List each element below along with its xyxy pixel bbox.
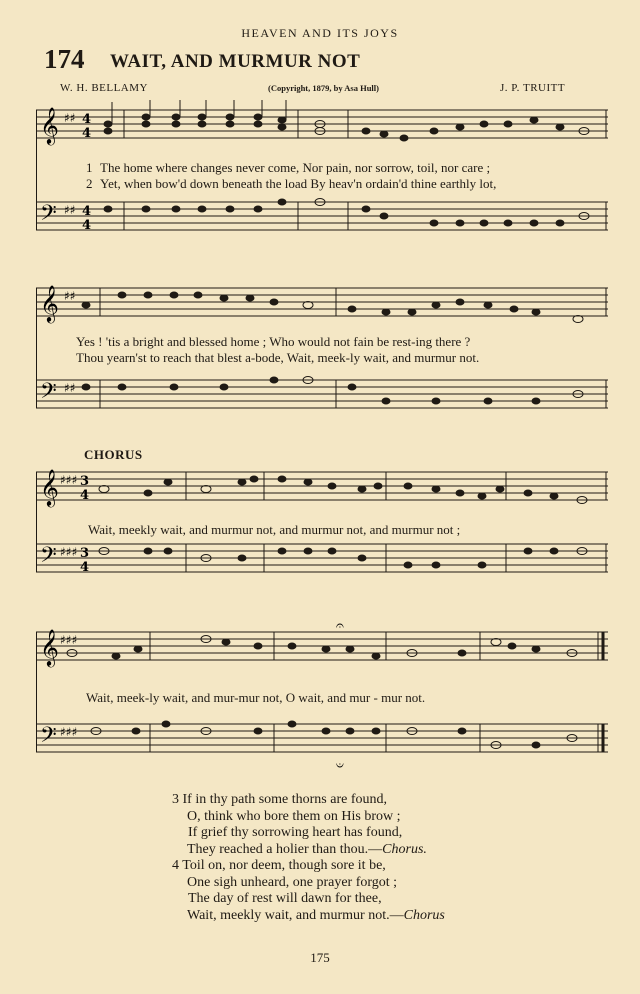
svg-text:♯♯: ♯♯ <box>64 111 76 125</box>
bass-clef-icon: 𝄢 <box>40 201 57 231</box>
svg-text:4: 4 <box>82 204 92 219</box>
verse-number: 3 <box>172 792 179 807</box>
hymn-title: WAIT, AND MURMUR NOT <box>110 51 361 72</box>
page-number: 175 <box>310 950 330 965</box>
svg-text:4: 4 <box>80 488 90 503</box>
svg-text:𝄑: 𝄑 <box>336 758 344 772</box>
system1-lyric-verse1: 1 The home where changes never come, Nor pain, nor sorrow, toil, nor care ; <box>86 160 491 175</box>
refrain-cue: Chorus. <box>382 841 427 857</box>
hymn-number: 174 <box>44 44 85 74</box>
author-credit: W. H. BELLAMY <box>60 82 148 94</box>
chorus-label: CHORUS <box>84 447 143 462</box>
svg-text:4: 4 <box>82 126 92 141</box>
system2-lyric-verse2: Thou yearn'st to reach that blest a-bode, Wait, meek-ly wait, and murmur not. <box>76 350 480 365</box>
svg-text:♯♯♯: ♯♯♯ <box>60 633 78 647</box>
svg-text:4: 4 <box>82 112 92 127</box>
svg-text:4: 4 <box>80 560 90 575</box>
system1-lyric-verse2: 2 Yet, when bow'd down beneath the load By heav'n ordain'd thine earthly lot, <box>86 176 497 191</box>
svg-text:3: 3 <box>80 474 90 489</box>
verse-3: 3 If in thy path some thorns are found, O, think who bore them on His brow ; If grief thy sorrowing heart has found, They reached a holier than thou.—Chorus. <box>172 792 427 857</box>
verse-4: 4 Toil on, nor deem, though sore it be, One sigh unheard, one prayer forgot ; The day of rest will dawn for thee, Wait, meekly wait, and murmur not.—Chorus <box>172 858 445 923</box>
svg-text:3: 3 <box>80 546 90 561</box>
svg-text:𝄐: 𝄐 <box>336 622 344 634</box>
svg-text:♯♯♯: ♯♯♯ <box>60 725 78 739</box>
svg-text:𝄞: 𝄞 <box>40 628 59 666</box>
svg-text:♯♯: ♯♯ <box>64 381 76 395</box>
svg-text:𝄢: 𝄢 <box>40 543 57 573</box>
composer-credit: J. P. TRUITT <box>500 82 566 94</box>
system2-lyric-verse1: Yes ! 'tis a bright and blessed home ; Who would not fain be rest-ing there ? <box>76 334 471 349</box>
chorus-lyric-line1: Wait, meekly wait, and murmur not, and murmur not, and murmur not ; <box>88 522 461 537</box>
svg-text:𝄞: 𝄞 <box>40 284 59 322</box>
svg-text:𝄢: 𝄢 <box>40 723 57 753</box>
svg-text:𝄞: 𝄞 <box>40 468 59 506</box>
svg-text:♯♯♯: ♯♯♯ <box>60 473 78 487</box>
section-heading: HEAVEN AND ITS JOYS <box>241 26 399 40</box>
copyright-notice: (Copyright, 1879, by Asa Hull) <box>268 83 379 93</box>
svg-text:♯♯: ♯♯ <box>64 203 76 217</box>
svg-text:4: 4 <box>82 218 92 233</box>
verse-number: 4 <box>172 858 179 873</box>
svg-text:♯♯: ♯♯ <box>64 289 76 303</box>
svg-text:𝄢: 𝄢 <box>40 379 57 409</box>
svg-text:♯♯♯: ♯♯♯ <box>60 545 78 559</box>
refrain-cue: Chorus <box>403 907 445 923</box>
chorus-lyric-line2: Wait, meek-ly wait, and mur-mur not, O wait, and mur - mur not. <box>86 690 426 705</box>
treble-clef-icon: 𝄞 <box>40 106 59 144</box>
